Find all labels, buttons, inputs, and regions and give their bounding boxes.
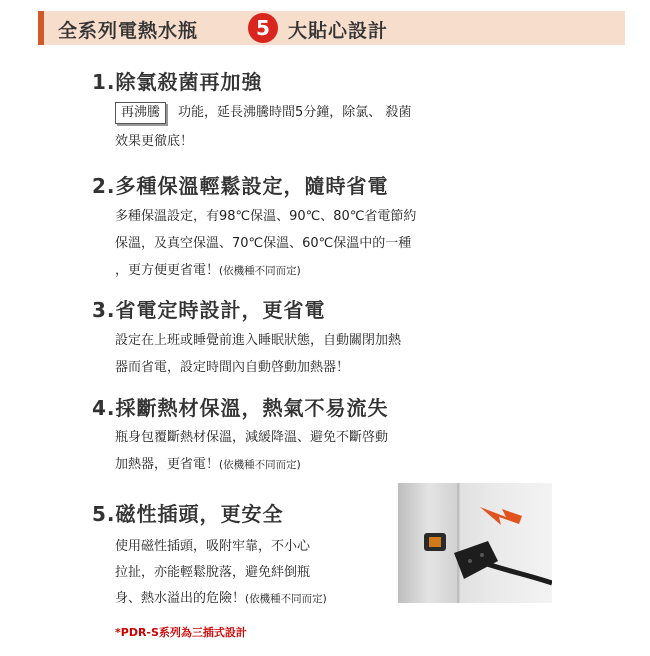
section-4-line-1: 瓶身包覆斷熱材保溫，減緩降溫、避免不斷啓動 (115, 430, 389, 445)
header-title: 全系列電熱水瓶 (58, 20, 199, 42)
section-1-line-1 (115, 101, 411, 124)
section-1-text-1: 功能，延長沸騰時間5分鐘，除氯、 殺菌 (178, 105, 412, 120)
section-5-note: (依機種不同而定) (245, 593, 327, 605)
arrow-right-icon (480, 507, 522, 525)
section-title-1: 1.除氯殺菌再加強 (92, 70, 263, 94)
number-badge: 5 (248, 13, 278, 43)
header-banner (38, 11, 625, 45)
magnetic-plug-photo (398, 483, 552, 603)
section-2-line-3 (115, 259, 301, 278)
reboil-tag: 再沸騰 (115, 102, 166, 124)
section-title-2: 2.多種保溫輕鬆設定，隨時省電 (92, 174, 389, 198)
section-2-text-3: ，更方便更省電！ (115, 263, 220, 278)
magnetic-plug-illustration (398, 483, 552, 603)
section-title-5: 5.磁性插頭，更安全 (92, 502, 284, 526)
section-2-line-1: 多種保溫設定，有98℃保溫、90℃、80℃省電節約 (115, 209, 417, 224)
section-4-note: (依機種不同而定) (219, 459, 301, 471)
section-5-line-1: 使用磁性插頭，吸附牢靠，不小心 (115, 539, 311, 554)
section-title-3: 3.省電定時設計，更省電 (92, 298, 326, 322)
section-5-text-3: 身、熱水溢出的危險！ (115, 591, 246, 606)
section-5-line-3 (115, 587, 327, 606)
section-4-text-2: 加熱器，更省電！ (115, 457, 220, 472)
section-2-line-2: 保溫，及真空保溫、70℃保溫、60℃保溫中的一種 (115, 236, 412, 251)
section-4-line-2 (115, 453, 301, 472)
section-3-line-1: 設定在上班或睡覺前進入睡眠狀態，自動關閉加熱 (115, 333, 402, 348)
section-5-line-2: 拉扯，亦能輕鬆脫落，避免絆倒瓶 (115, 565, 311, 580)
plug-head (454, 541, 498, 579)
cord (484, 563, 552, 583)
section-2-note: (依機種不同而定) (219, 265, 301, 277)
header-subtitle: 大貼心設計 (288, 20, 389, 42)
section-3-line-2: 器而省電，設定時間內自動啓動加熱器！ (115, 360, 350, 375)
footnote: *PDR-S系列為三插式設計 (115, 626, 247, 639)
section-title-4: 4.採斷熱材保溫，熱氣不易流失 (92, 396, 389, 420)
section-1-line-2: 效果更徹底！ (115, 134, 194, 149)
